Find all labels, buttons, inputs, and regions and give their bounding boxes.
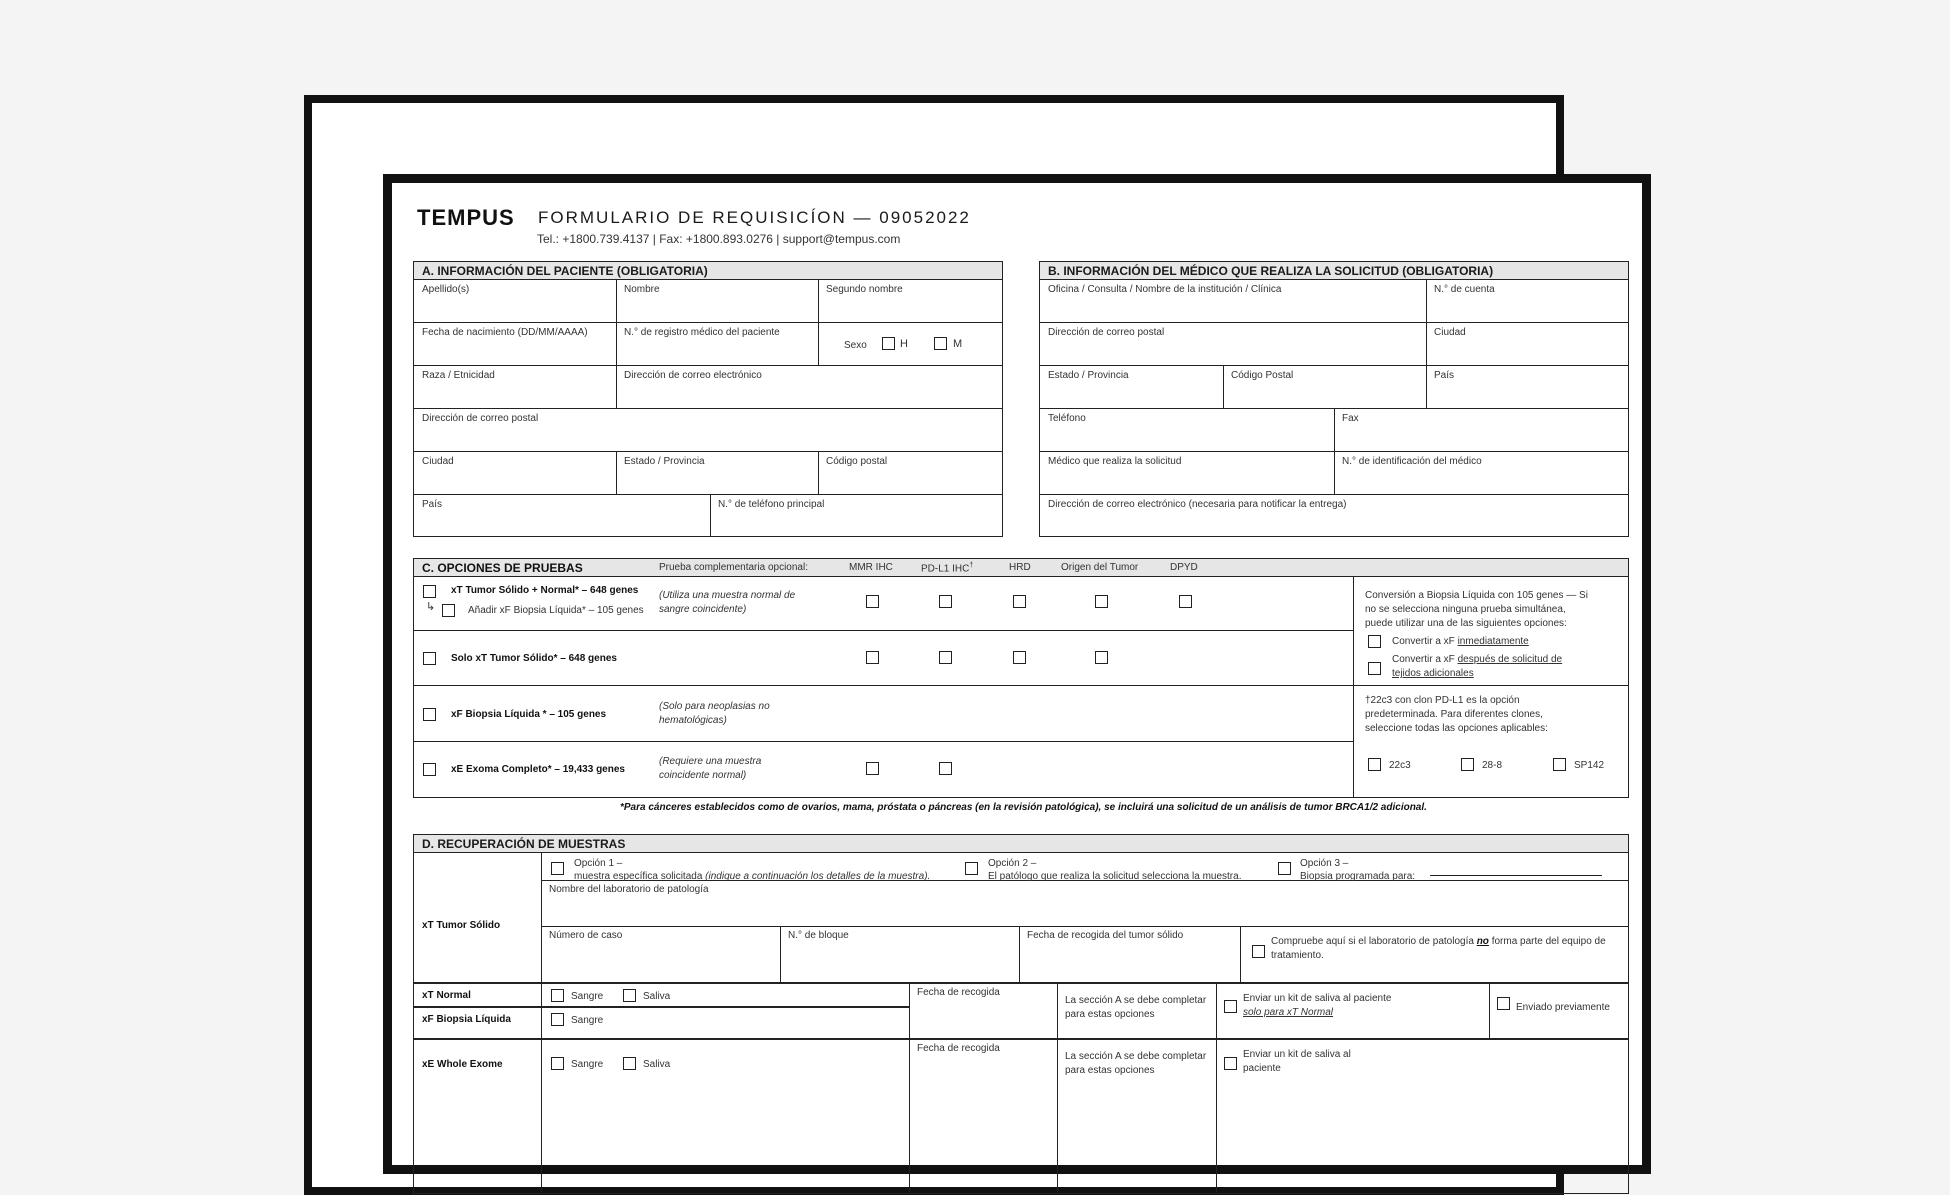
medico-pais-field[interactable]: País [1434,370,1455,381]
convert-after-label: Convertir a xF después de solicitud de tejidos adicionales [1392,654,1563,679]
section-a [413,261,1003,537]
medico-telefono-field[interactable]: Teléfono [1048,413,1086,424]
xt-normal-sangre-checkbox[interactable] [551,989,564,1002]
row1-hrd-checkbox[interactable] [1013,595,1026,608]
row2-hrd-checkbox[interactable] [1013,651,1026,664]
medico-ciudad-field[interactable]: Ciudad [1434,327,1466,338]
col-mmr: MMR IHC [849,562,893,573]
clone-note: †22c3 con clon PD-L1 es la opción predeterminada. Para diferentes clones, seleccione todas las opciones aplicables: [1365,695,1548,734]
postal-address-field[interactable]: Dirección de correo postal [422,413,539,424]
biopsia-date-line[interactable] [1430,875,1602,876]
medico-email-field[interactable]: Dirección de correo electrónico (necesaria para notificar la entrega) [1048,499,1347,510]
fecha-recogida-field-2[interactable]: Fecha de recogida [917,1043,1000,1054]
email-field[interactable]: Dirección de correo electrónico [624,370,762,381]
xe-exoma-label: xE Exoma Completo* – 19,433 genes [451,764,625,775]
xt-normal-saliva-label: Saliva [643,991,671,1002]
medico-codigo-field[interactable]: Código Postal [1231,370,1294,381]
sexo-label: Sexo [844,340,867,351]
cuenta-field[interactable]: N.° de cuenta [1434,284,1495,295]
sexo-h-checkbox[interactable] [882,337,895,350]
xf-sangre-checkbox[interactable] [551,1013,564,1026]
tempus-logo: TEMPUS [417,205,515,230]
xe-saliva-checkbox[interactable] [623,1057,636,1070]
complementaria-label: Prueba complementaria opcional: [659,562,808,573]
col-pdl1: PD-L1 IHC† [921,562,974,575]
raza-field[interactable]: Raza / Etnicidad [422,370,495,381]
telefono-field[interactable]: N.° de teléfono principal [718,499,825,510]
xe-sangre-label: Sangre [571,1059,604,1070]
convert-after-checkbox[interactable] [1368,662,1381,675]
xe-sangre-checkbox[interactable] [551,1057,564,1070]
codigo-postal-field[interactable]: Código postal [826,456,888,467]
clone-22c3-checkbox[interactable] [1368,758,1381,771]
opcion-3-label: Opción 3 – Biopsia programada para: [1300,858,1416,882]
section-d-title: D. RECUPERACIÓN DE MUESTRAS [414,835,1628,853]
medico-nombre-field[interactable]: Médico que realiza la solicitud [1048,456,1182,467]
enviado-previamente-label: Enviado previamente [1516,1002,1610,1013]
xe-saliva-label: Saliva [643,1059,671,1070]
opcion-2-label: Opción 2 – El patólogo que realiza la solicitud selecciona la muestra. [988,858,1242,882]
xe-whole-exome-label: xE Whole Exome [422,1059,503,1070]
xt-normal-sangre-label: Sangre [571,991,604,1002]
xf-biopsia-liquida-label: xF Biopsia Líquida [422,1014,511,1025]
xt-tumor-normal-checkbox[interactable] [423,585,436,598]
xt-tumor-normal-label: xT Tumor Sólido + Normal* – 648 genes [451,585,639,596]
lab-not-team-label: Compruebe aquí si el laboratorio de patología no forma parte del equipo de tratamiento. [1271,936,1606,961]
opcion-3-checkbox[interactable] [1278,862,1291,875]
sub-arrow-icon: ↳ [426,601,436,613]
clone-sp142-label: SP142 [1574,760,1605,771]
row2-origen-checkbox[interactable] [1095,651,1108,664]
row1-origen-checkbox[interactable] [1095,595,1108,608]
xf-sangre-label: Sangre [571,1015,604,1026]
medico-fax-field[interactable]: Fax [1342,413,1359,424]
ciudad-field[interactable]: Ciudad [422,456,454,467]
section-b-title: B. INFORMACIÓN DEL MÉDICO QUE REALIZA LA SOLICITUD (OBLIGATORIA) [1040,262,1628,280]
add-xf-label: Añadir xF Biopsia Líquida* – 105 genes [468,605,644,616]
section-d [413,834,1629,1194]
clone-28-8-checkbox[interactable] [1461,758,1474,771]
lab-patologia-field[interactable]: Nombre del laboratorio de patología [549,884,709,895]
form-title: FORMULARIO DE REQUISICÍON — 09052022 [538,208,971,227]
apellido-field[interactable]: Apellido(s) [422,284,470,295]
row4-note: (Requiere una muestra coincidente normal) [659,756,762,781]
sexo-m-checkbox[interactable] [934,337,947,350]
opcion-1-label: Opción 1 – muestra específica solicitada (indique a continuación los detalles de la muestra). [574,858,931,882]
saliva-kit-checkbox-1[interactable] [1224,1000,1237,1013]
solo-xt-checkbox[interactable] [423,652,436,665]
clone-22c3-label: 22c3 [1389,760,1411,771]
pais-field[interactable]: País [422,499,443,510]
row1-note: (Utiliza una muestra normal de sangre coincidente) [659,590,796,615]
numero-caso-field[interactable]: Número de caso [549,930,623,941]
section-b [1039,261,1629,537]
conversion-note: Conversión a Biopsia Líquida con 105 genes — Si no se selecciona ninguna prueba simultánea, puede utilizar una de las siguientes opciones: [1365,590,1588,629]
numero-bloque-field[interactable]: N.° de bloque [788,930,849,941]
xt-tumor-label: xT Tumor Sólido [422,920,501,931]
xf-biopsia-checkbox[interactable] [423,708,436,721]
saliva-kit-checkbox-2[interactable] [1224,1057,1237,1070]
xf-biopsia-label: xF Biopsia Líquida * – 105 genes [451,709,607,720]
col-origen: Origen del Tumor [1061,562,1139,573]
row3-note: (Solo para neoplasias no hematológicas) [659,701,770,726]
requisition-form [383,174,1651,1174]
xe-exoma-checkbox[interactable] [423,763,436,776]
oficina-field[interactable]: Oficina / Consulta / Nombre de la institución / Clínica [1048,284,1282,295]
row1-pdl1-checkbox[interactable] [939,595,952,608]
section-c-heading: C. OPCIONES DE PRUEBAS [422,561,583,575]
col-dpyd: DPYD [1170,562,1198,573]
segundo-nombre-field[interactable]: Segundo nombre [826,284,903,295]
clone-28-8-label: 28-8 [1482,760,1503,771]
solo-xt-label: Solo xT Tumor Sólido* – 648 genes [451,653,617,664]
section-c [413,558,1629,798]
seccion-a-note-2: La sección A se debe completar para estas opciones [1065,1051,1207,1076]
add-xf-checkbox[interactable] [442,604,455,617]
row2-pdl1-checkbox[interactable] [939,651,952,664]
sexo-h-label: H [900,338,908,350]
xt-normal-saliva-checkbox[interactable] [623,989,636,1002]
row1-mmr-checkbox[interactable] [866,595,879,608]
convert-immediately-label: Convertir a xF inmediatamente [1392,636,1529,647]
estado-field[interactable]: Estado / Provincia [624,456,705,467]
nombre-field[interactable]: Nombre [624,284,660,295]
row1-dpyd-checkbox[interactable] [1179,595,1192,608]
contact-line: Tel.: +1800.739.4137 | Fax: +1800.893.0276 | support@tempus.com [537,232,901,246]
registro-medico-field[interactable]: N.° de registro médico del paciente [624,327,780,338]
enviado-previamente-checkbox[interactable] [1497,997,1510,1010]
fecha-tumor-field[interactable]: Fecha de recogida del tumor sólido [1027,930,1184,941]
section-a-title: A. INFORMACIÓN DEL PACIENTE (OBLIGATORIA) [414,262,1002,280]
convert-immediately-checkbox[interactable] [1368,635,1381,648]
row4-pdl1-checkbox[interactable] [939,762,952,775]
medico-id-field[interactable]: N.° de identificación del médico [1342,456,1482,467]
row2-mmr-checkbox[interactable] [866,651,879,664]
lab-not-team-checkbox[interactable] [1252,945,1265,958]
col-hrd: HRD [1009,562,1031,573]
opcion-2-checkbox[interactable] [965,862,978,875]
clone-sp142-checkbox[interactable] [1553,758,1566,771]
xt-normal-label: xT Normal [422,990,471,1001]
saliva-kit-label-2: Enviar un kit de saliva al paciente [1243,1049,1351,1074]
fecha-nacimiento-field[interactable]: Fecha de nacimiento (DD/MM/AAAA) [422,327,588,338]
saliva-kit-label-1: Enviar un kit de saliva al paciente solo para xT Normal [1243,993,1392,1018]
fecha-recogida-field-1[interactable]: Fecha de recogida [917,987,1000,998]
medico-estado-field[interactable]: Estado / Provincia [1048,370,1129,381]
sexo-m-label: M [953,338,963,350]
row4-mmr-checkbox[interactable] [866,762,879,775]
medico-postal-field[interactable]: Dirección de correo postal [1048,327,1165,338]
brca-footnote: *Para cánceres establecidos como de ovarios, mama, próstata o páncreas (en la revisión patológica), se incluirá una solicitud de un análisis de tumor BRCA1/2 adicional. [620,802,1427,813]
seccion-a-note-1: La sección A se debe completar para estas opciones [1065,995,1207,1020]
opcion-1-checkbox[interactable] [551,862,564,875]
